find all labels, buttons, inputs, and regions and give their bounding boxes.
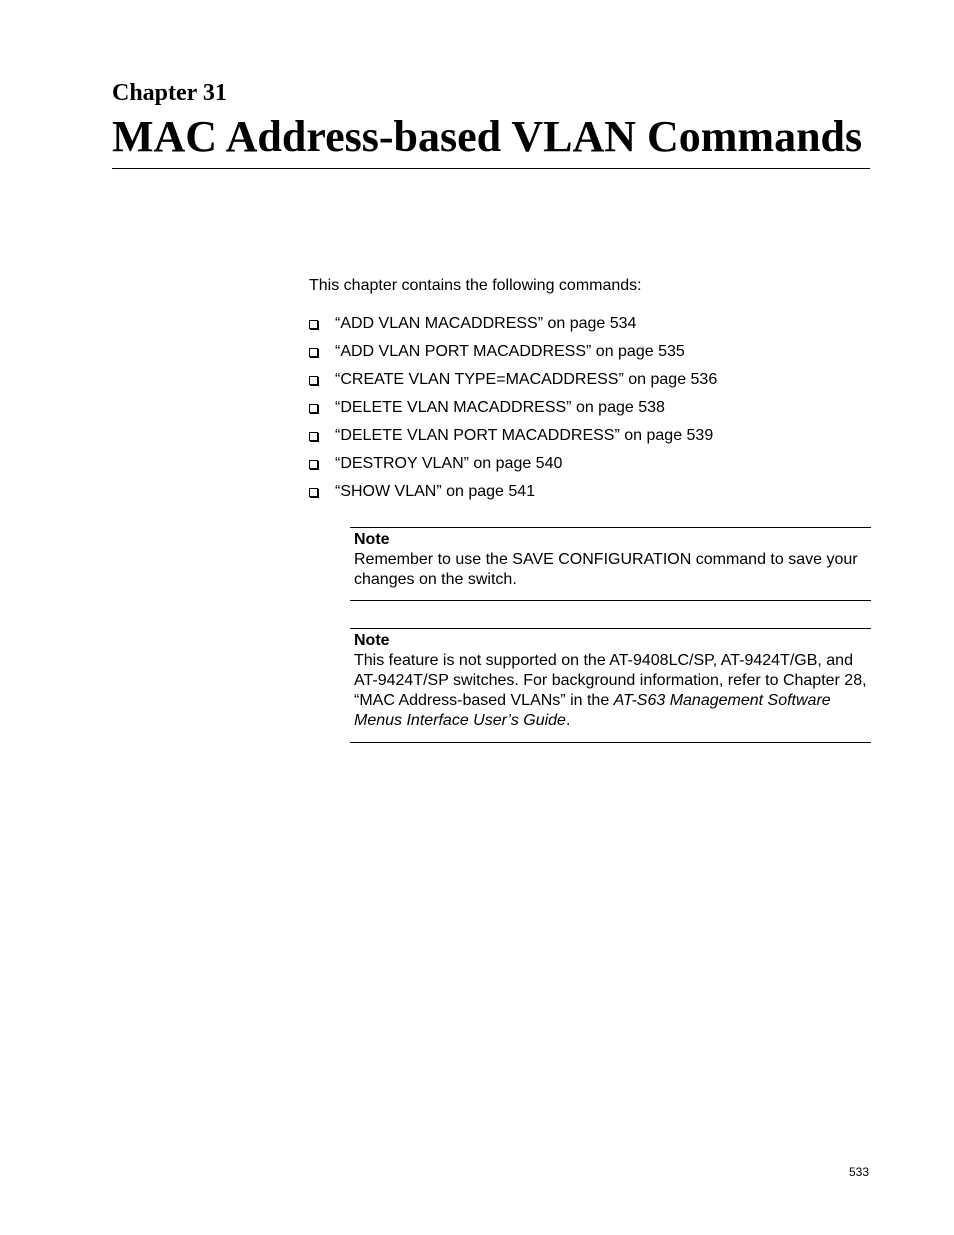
note-text	[354, 651, 871, 731]
command-list-item[interactable]	[309, 314, 717, 342]
note-text: Remember to use the SAVE CONFIGURATION command to save your changes on the switch.	[354, 551, 858, 588]
chapter-title: MAC Address-based VLAN Commands	[112, 112, 863, 161]
command-list-item[interactable]	[309, 398, 717, 426]
checkbox-bullet-icon	[309, 460, 318, 469]
command-link[interactable]: “DESTROY VLAN” on page 540	[335, 455, 563, 472]
checkbox-bullet-icon	[309, 376, 318, 385]
command-list-item[interactable]	[309, 426, 717, 454]
checkbox-bullet-icon	[309, 432, 318, 441]
command-link[interactable]: “SHOW VLAN” on page 541	[335, 483, 536, 500]
command-list-item[interactable]	[309, 370, 717, 398]
command-link[interactable]: “DELETE VLAN MACADDRESS” on page 538	[335, 399, 665, 416]
command-list	[309, 314, 717, 510]
command-link[interactable]: “DELETE VLAN PORT MACADDRESS” on page 539	[335, 427, 714, 444]
checkbox-bullet-icon	[309, 488, 318, 497]
note-box-feature-support	[350, 628, 871, 743]
note-text-lead: This feature is not supported on the AT-9408LC/SP, AT-9424T/GB, and AT-9424T/SP switches. For background information, refer to Chapter 28, “MAC Address-based VLANs” in the	[354, 652, 867, 709]
command-list-item[interactable]	[309, 454, 717, 482]
title-divider	[112, 168, 870, 169]
command-link[interactable]: “ADD VLAN MACADDRESS” on page 534	[335, 315, 637, 332]
intro-text: This chapter contains the following commands:	[309, 277, 642, 294]
command-list-item[interactable]	[309, 342, 717, 370]
chapter-label: Chapter 31	[112, 80, 227, 106]
checkbox-bullet-icon	[309, 320, 318, 329]
checkbox-bullet-icon	[309, 404, 318, 413]
command-link[interactable]: “ADD VLAN PORT MACADDRESS” on page 535	[335, 343, 685, 360]
note-heading: Note	[354, 632, 390, 649]
command-link[interactable]: “CREATE VLAN TYPE=MACADDRESS” on page 536	[335, 371, 718, 388]
note-heading: Note	[354, 531, 390, 548]
checkbox-bullet-icon	[309, 348, 318, 357]
command-list-item[interactable]	[309, 482, 717, 510]
note-box-save-config	[350, 527, 871, 601]
guide-title-reference[interactable]: AT-S63 Management Software Menus Interface User’s Guide	[354, 692, 831, 729]
note-text-end: .	[565, 712, 571, 729]
page-number: 533	[849, 1165, 870, 1179]
